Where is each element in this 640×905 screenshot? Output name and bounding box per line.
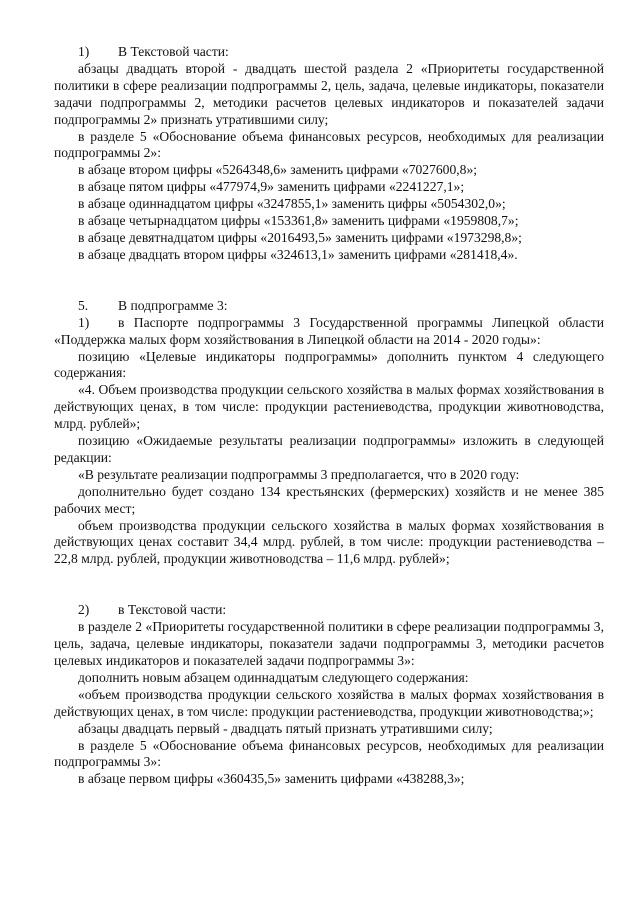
list-item-5: в абзаце девятнадцатом цифры «2016493,5» заменить цифрами «1973298,8»; [78, 229, 522, 245]
paragraph-7: дополнительно будет создано 134 крестьянских (фермерских) хозяйств и не менее 385 рабочих мест; [54, 483, 604, 516]
section-gap [54, 568, 604, 602]
list-item-2: в абзаце пятом цифры «477974,9» заменить цифрами «2241227,1»; [78, 179, 465, 195]
section-1-number: 1) [78, 44, 90, 59]
subsection-2-title: в Текстовой части: [118, 602, 227, 618]
paragraph-3: позицию «Целевые индикаторы подпрограммы» дополнить пунктом 4 следующего содержания: [54, 348, 604, 381]
list-item-3: в абзаце одиннадцатом цифры «3247855,1» заменить цифры «5054302,0»; [78, 196, 506, 212]
paragraph-14: в абзаце первом цифры «360435,5» заменить цифрами «438288,3»; [78, 771, 465, 787]
subsection-2-heading [54, 602, 604, 619]
subsection-2-number: 2) [78, 602, 90, 618]
paragraph-11: «объем производства продукции сельского хозяйства в малых формах хозяйствования в действующих ценах, в том числе: продукции растениеводства, продукции животноводства;»; [54, 686, 604, 719]
paragraph-10: дополнить новым абзацем одиннадцатым следующего содержания: [78, 669, 469, 685]
paragraph-4: «4. Объем производства продукции сельского хозяйства в малых формах хозяйствования в действующих ценах, в том числе: продукции растениеводства, продукции животноводства, млрд. рублей»; [54, 382, 604, 432]
subsection-1 [54, 315, 604, 349]
paragraph-6: «В результате реализации подпрограммы 3 предполагается, что в 2020 году: [78, 466, 520, 482]
subsection-1-number: 1) [78, 314, 90, 330]
paragraph-13: в разделе 5 «Обоснование объема финансовых ресурсов, необходимых для реализации подпрограммы 3»: [54, 737, 604, 770]
list-item-4: в абзаце четырнадцатом цифры «153361,8» заменить цифрами «1959808,7»; [78, 213, 519, 229]
section-1-heading [54, 44, 604, 61]
section-gap [54, 264, 604, 298]
paragraph-9: в разделе 2 «Приоритеты государственной политики в сфере реализации подпрограммы 3, цель, задача, целевые индикаторы, показатели задачи подпрограммы 3, методики расчетов целевых индикаторов и показателей задачи подпрограммы 3»: [54, 619, 604, 668]
paragraph-12: абзацы двадцать первый - двадцать пятый признать утратившими силу; [78, 720, 493, 736]
section-5-title: В подпрограмме 3: [118, 297, 228, 313]
paragraph-2: в разделе 5 «Обоснование объема финансовых ресурсов, необходимых для реализации подпрограммы 2»: [54, 128, 604, 161]
section-5-heading [54, 298, 604, 315]
list-item-6: в абзаце двадцать втором цифры «324613,1» заменить цифрами «281418,4». [78, 246, 518, 262]
section-1-title: В Текстовой части: [118, 44, 229, 59]
list-item-1: в абзаце втором цифры «5264348,6» заменить цифрами «7027600,8»; [78, 162, 478, 178]
subsection-1-text: в Паспорте подпрограммы 3 Государственной программы Липецкой области «Поддержка малых форм хозяйствования в Липецкой области на 2014 - 2020 годы»: [54, 314, 604, 347]
paragraph-1: абзацы двадцать второй - двадцать шестой раздела 2 «Приоритеты государственной политики в сфере реализации подпрограммы 2, цель, задача, целевые индикаторы, показатели задачи подпрограммы 2, методики расчетов целевых индикаторов и показателей задачи подпрограммы 2» признать утратившими силу; [54, 60, 604, 127]
section-5-number: 5. [78, 297, 89, 313]
paragraph-8: объем производства продукции сельского хозяйства в малых формах хозяйствования в действующих ценах составит 34,4 млрд. рублей, в том числе: продукции растениеводства – 22,8 млрд. рублей, продукции животноводства – 11,6 млрд. рублей»; [54, 517, 604, 567]
paragraph-5: позицию «Ожидаемые результаты реализации подпрограммы» изложить в следующей редакции: [54, 433, 604, 465]
